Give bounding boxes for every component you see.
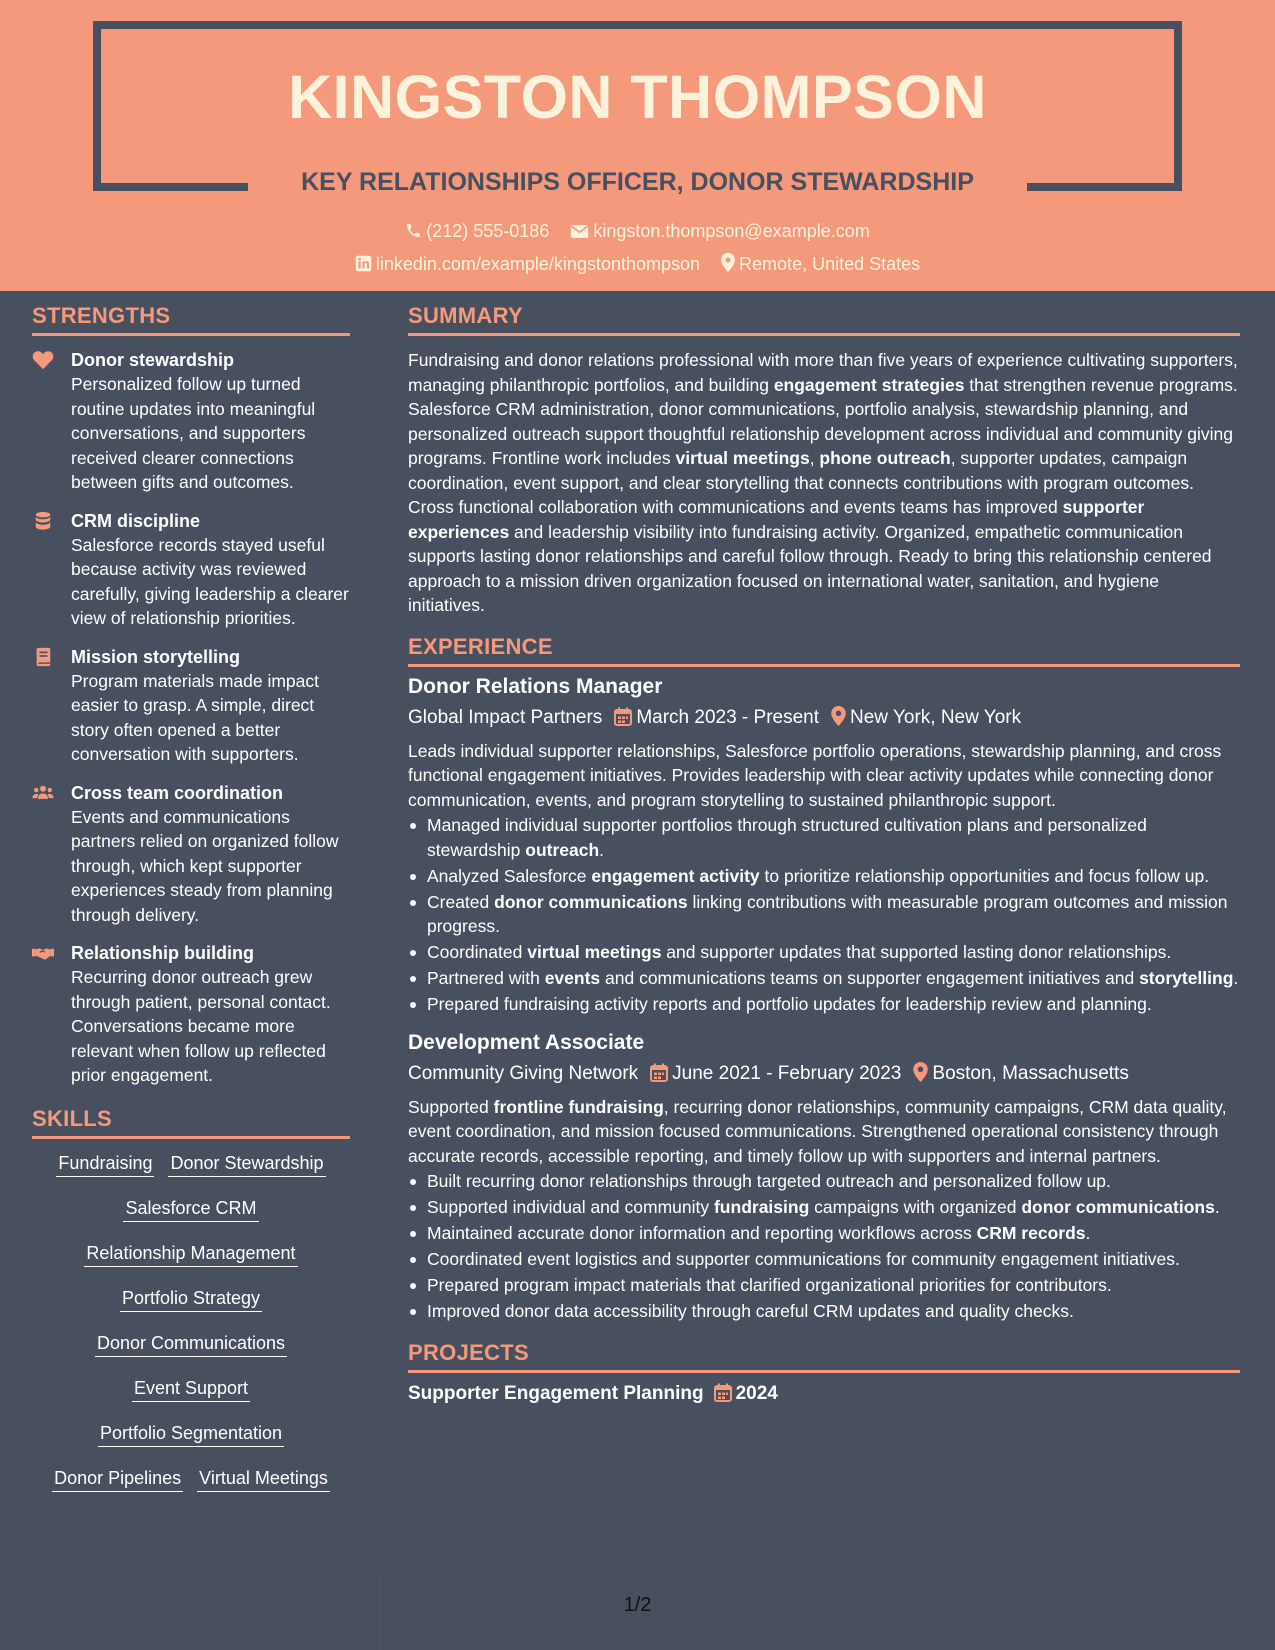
skills-list: [32, 1151, 350, 1493]
database-icon: [32, 511, 54, 531]
summary-text: [408, 348, 1240, 618]
skill-tag: Portfolio Segmentation: [98, 1421, 284, 1447]
envelope-icon: [570, 224, 589, 239]
calendar-icon: [650, 1063, 668, 1082]
job-bullet: Coordinated virtual meetings and supporter updates that supported lasting donor relationships.: [408, 940, 1240, 965]
map-pin-icon: [913, 1062, 928, 1082]
skill-row: [32, 1421, 350, 1448]
skill-tag: Salesforce CRM: [123, 1196, 258, 1222]
strength-title: Relationship building: [71, 943, 254, 963]
job-entry: [408, 1029, 1240, 1324]
contact-location: [721, 253, 920, 275]
summary-highlight: engagement strategies: [773, 374, 965, 395]
strength-desc: Events and communications partners relied on organized follow through, which kept supporter experiences steady from planning through delivery.: [71, 806, 339, 925]
summary-heading: SUMMARY: [408, 303, 1240, 336]
strength-title: Cross team coordination: [71, 782, 284, 803]
job-dates: June 2021 - February 2023: [672, 1062, 902, 1084]
summary-segment: and leadership visibility into fundraising activity. Organized, empathetic communication supports lasting donor relationships and careful follow through. Ready to bring this relationship centered approach to a mission driven organization focused on international water, sanitation, and hygiene initiatives.: [408, 521, 1212, 615]
candidate-title: KEY RELATIONSHIPS OFFICER, DONOR STEWARDSHIP: [301, 168, 974, 196]
right-column: [408, 303, 1240, 1407]
summary-highlight: virtual meetings: [675, 448, 810, 468]
contact-email[interactable]: [570, 221, 869, 242]
strength-desc: Recurring donor outreach grew through patient, personal contact. Conversations became more relevant when follow up reflected prior engagement.: [71, 967, 331, 1085]
map-pin-icon: [831, 706, 846, 726]
candidate-name: KINGSTON THOMPSON: [288, 63, 987, 131]
contact-email-text: kingston.thompson@example.com: [593, 221, 870, 241]
skill-row: [32, 1376, 350, 1403]
job-location: New York, New York: [850, 706, 1022, 728]
job-meta: [408, 705, 1240, 731]
page-number: 1/2: [623, 1594, 652, 1616]
skill-tag: Virtual Meetings: [197, 1466, 330, 1492]
job-bullet: Maintained accurate donor information and reporting workflows across CRM records.: [408, 1221, 1240, 1246]
strength-title: Donor stewardship: [71, 350, 235, 370]
skill-tag: Event Support: [132, 1376, 250, 1402]
skill-row: [32, 1241, 350, 1268]
summary-segment: Fundraising and donor relations professional with more than five years of experience cultivating supporters, managing philanthropic portfolios, and building: [408, 350, 1238, 395]
users-icon: [32, 783, 54, 803]
job-dates: March 2023 - Present: [636, 706, 820, 728]
job-bullet: Analyzed Salesforce engagement activity to prioritize relationship opportunities and focus follow up.: [408, 864, 1240, 889]
strength-item: [32, 645, 350, 767]
strength-item: [32, 941, 350, 1088]
contact-linkedin[interactable]: [355, 254, 700, 275]
skill-row: [32, 1466, 350, 1493]
skill-tag: Relationship Management: [84, 1241, 297, 1267]
strength-item: [32, 509, 350, 631]
contact-row-1: [0, 221, 1275, 242]
job-meta: [408, 1061, 1240, 1087]
job-bullet: Supported individual and community fundraising campaigns with organized donor communications.: [408, 1195, 1240, 1220]
strength-title: Mission storytelling: [71, 646, 241, 667]
skill-tag: Donor Stewardship: [168, 1151, 325, 1177]
calendar-icon: [714, 1383, 732, 1402]
skill-row: [32, 1196, 350, 1223]
experience-heading: EXPERIENCE: [408, 634, 1240, 667]
job-bullet: Coordinated event logistics and supporter communications for community engagement initiatives.: [408, 1247, 1240, 1272]
book-icon: [32, 647, 54, 667]
project-entry: [408, 1381, 1240, 1407]
contact-phone-text: (212) 555-0186: [426, 221, 550, 241]
strength-item: [32, 348, 350, 495]
project-title: Supporter Engagement Planning: [408, 1382, 704, 1404]
skill-row: [32, 1151, 350, 1178]
summary-segment: , supporter updates, campaign coordination, event support, and clear storytelling that connects contributions with program outcomes. Cross functional collaboration with communications and events teams has improved: [408, 448, 1194, 517]
resume-header: [0, 0, 1275, 291]
skill-row: [32, 1331, 350, 1358]
map-pin-icon: [721, 253, 735, 272]
contact-row-2: [0, 253, 1275, 275]
strengths-heading: STRENGTHS: [32, 303, 350, 336]
skill-tag: Portfolio Strategy: [120, 1286, 262, 1312]
job-title: Development Associate: [408, 1030, 645, 1054]
summary-segment: ,: [809, 448, 820, 468]
job-bullet: Partnered with events and communications teams on supporter engagement initiatives and storytelling.: [408, 966, 1240, 991]
projects-heading: PROJECTS: [408, 1340, 1240, 1373]
skill-tag: Fundraising: [56, 1151, 154, 1177]
job-company: Community Giving Network: [408, 1062, 639, 1084]
linkedin-icon: [355, 255, 372, 272]
job-bullet: Managed individual supporter portfolios through structured cultivation plans and personalized stewardship outreach.: [408, 813, 1240, 862]
job-bullets: [408, 813, 1240, 1017]
summary-highlight: supporter experiences: [408, 497, 1145, 542]
handshake-icon: [32, 943, 54, 963]
left-column: [32, 303, 350, 1511]
strength-desc: Program materials made impact easier to grasp. A simple, direct story often opened a better conversation with supporters.: [71, 670, 319, 764]
heart-icon: [32, 350, 54, 370]
job-bullet: Prepared program impact materials that clarified organizational priorities for contributors.: [408, 1273, 1240, 1298]
job-bullet: Improved donor data accessibility through careful CRM updates and quality checks.: [408, 1299, 1240, 1324]
job-company: Global Impact Partners: [408, 706, 603, 728]
contact-linkedin-text: linkedin.com/example/kingstonthompson: [375, 254, 701, 274]
job-description: Supported frontline fundraising, recurring donor relationships, community campaigns, CRM data quality, event coordination, and mission focused communications. Strengthened operational consistency through accurate records, accessible reporting, and timely follow up with supporters and internal partners.: [408, 1096, 1227, 1166]
summary-segment: that strengthen revenue programs. Salesforce CRM administration, donor communications, portfolio analysis, stewardship planning, and personalized outreach support thoughtful relationship development across individual and community giving programs. Frontline work includes: [408, 374, 1238, 468]
project-year: 2024: [735, 1382, 778, 1404]
skill-row: [32, 1286, 350, 1313]
calendar-icon: [614, 707, 632, 726]
phone-icon: [405, 222, 422, 239]
contact-location-text: Remote, United States: [739, 254, 921, 274]
job-description: Leads individual supporter relationships, Salesforce portfolio operations, stewardship planning, and cross functional engagement initiatives. Provides leadership with clear activity updates while connecting donor communication, events, and program storytelling to sustained philanthropic support.: [408, 740, 1222, 810]
summary-highlight: phone outreach: [819, 448, 951, 468]
strength-desc: Personalized follow up turned routine updates into meaningful conversations, and supporters received clearer connections between gifts and outcomes.: [71, 374, 316, 492]
job-bullet: Created donor communications linking contributions with measurable program outcomes and mission progress.: [408, 890, 1240, 939]
job-entry: [408, 673, 1240, 1017]
skills-heading: SKILLS: [32, 1106, 350, 1139]
job-title: Donor Relations Manager: [408, 674, 663, 698]
job-location: Boston, Massachusetts: [932, 1062, 1129, 1084]
strength-desc: Salesforce records stayed useful because activity was reviewed carefully, giving leadership a clearer view of relationship priorities.: [71, 534, 349, 628]
strength-item: [32, 781, 350, 928]
skill-tag: Donor Pipelines: [52, 1466, 183, 1492]
skill-tag: Donor Communications: [95, 1331, 287, 1357]
job-bullets: [408, 1169, 1240, 1324]
job-bullet: Prepared fundraising activity reports and portfolio updates for leadership review and planning.: [408, 992, 1240, 1017]
job-bullet: Built recurring donor relationships through targeted outreach and personalized follow up.: [408, 1169, 1240, 1194]
strength-title: CRM discipline: [71, 510, 201, 531]
contact-phone[interactable]: [405, 221, 549, 242]
